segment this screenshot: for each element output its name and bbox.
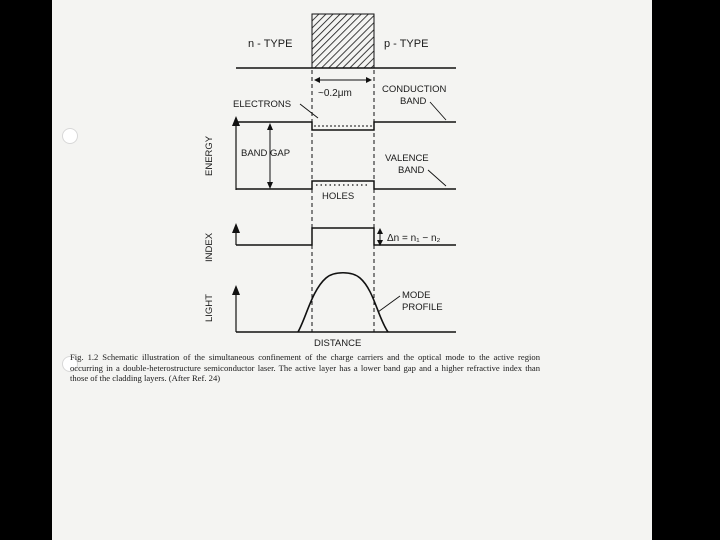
energy-axis-arrowhead	[232, 116, 240, 126]
p-type-label: p - TYPE	[384, 38, 429, 50]
active-layer	[312, 14, 374, 68]
distance-label: DISTANCE	[314, 338, 362, 349]
mode-profile-label-line2: PROFILE	[402, 302, 443, 313]
conduction-band-leader	[430, 102, 446, 120]
mode-profile-leader	[378, 296, 400, 312]
valence-band-leader	[428, 170, 446, 186]
energy-axis-label: ENERGY	[204, 135, 215, 176]
thickness-label: ~0.2μm	[318, 88, 352, 99]
mode-profile-label-line1: MODE	[402, 290, 431, 301]
holes-label: HOLES	[322, 191, 355, 202]
valence-band-label-line1: VALENCE	[385, 153, 429, 164]
conduction-band-label-line2: BAND	[400, 96, 427, 107]
thickness-arrowhead-left	[314, 77, 320, 83]
figure-caption: Fig. 1.2 Schematic illustration of the simultaneous confinement of the charge carriers and the optical mode to the active region occurring in a double-heterostructure semiconductor laser. The active layer has a lower band gap and a higher refractive index than those of the cladding layers. (After Ref. 24)	[70, 352, 540, 384]
light-axis-arrowhead	[232, 285, 240, 295]
index-axis-label: INDEX	[204, 232, 215, 262]
light-axis-label: LIGHT	[204, 294, 215, 322]
delta-n-arrowhead-top	[377, 228, 383, 234]
band-gap-arrowhead-top	[267, 123, 273, 130]
conduction-band-label-line1: CONDUCTION	[382, 84, 447, 95]
electrons-label: ELECTRONS	[233, 99, 292, 110]
delta-n-label: Δn = n₁ − n₂	[387, 233, 441, 244]
index-axis-arrowhead	[232, 223, 240, 233]
valence-band-label-line2: BAND	[398, 165, 425, 176]
thickness-arrowhead-right	[366, 77, 372, 83]
n-type-label: n - TYPE	[248, 38, 293, 50]
band-gap-label: BAND GAP	[241, 148, 291, 159]
band-gap-arrowhead-bottom	[267, 182, 273, 189]
electrons-leader	[300, 104, 318, 118]
